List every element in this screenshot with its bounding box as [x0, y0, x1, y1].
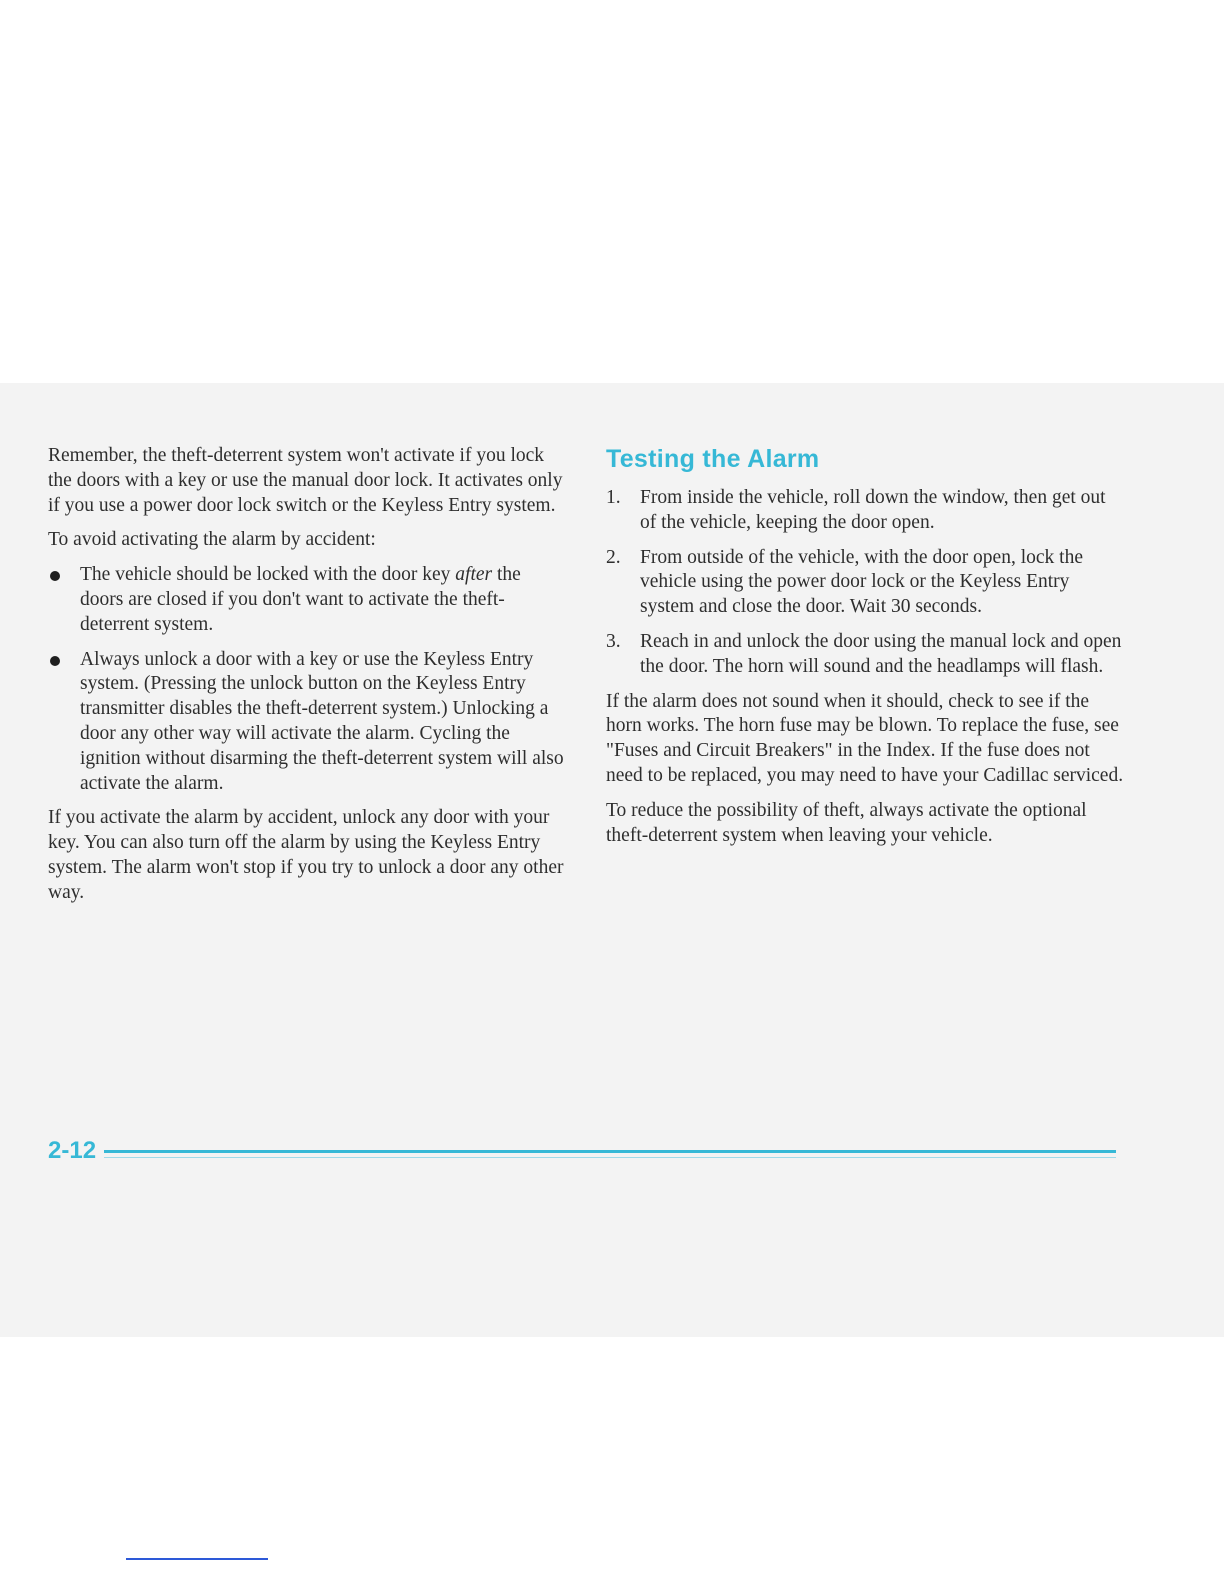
footer-rule: [104, 1150, 1116, 1153]
horn-check-paragraph: If the alarm does not sound when it should, check to see if the horn works. The horn fuse may be blown. To replace the fuse, see "Fuses and Circuit Breakers" in the Index. If the fuse does not need to be replaced, you may need to have your Cadillac serviced.: [606, 690, 1124, 786]
step-text: From inside the vehicle, roll down the window, then get out of the vehicle, keeping the door open.: [640, 487, 1106, 533]
list-item: [606, 630, 1126, 680]
list-item: [606, 546, 1126, 620]
avoid-alarm-list: [48, 563, 566, 796]
theft-reduction-paragraph: To reduce the possibility of theft, always activate the optional theft-deterrent system when leaving your vehicle.: [606, 799, 1087, 846]
step-number: 1.: [606, 487, 621, 508]
bullet-text-pre: The vehicle should be locked with the door key: [80, 564, 456, 586]
avoid-alarm-lead: To avoid activating the alarm by accident:: [48, 529, 376, 551]
page-link-underline[interactable]: [126, 1558, 268, 1560]
bullet-icon: [50, 656, 60, 666]
bullet-icon: [50, 571, 60, 581]
testing-steps-list: [606, 486, 1126, 680]
footer-rule-thin: [104, 1157, 1116, 1158]
bullet-text-post: the doors are closed if you don't want to activate the theft-deterrent system.: [80, 564, 521, 635]
bullet-emphasis: after: [455, 564, 493, 586]
list-item: [48, 563, 566, 637]
list-item: [606, 486, 1126, 536]
accidental-alarm-paragraph: If you activate the alarm by accident, unlock any door with your key. You can also turn off the alarm by using the Keyless Entry system. The alarm won't stop if you try to unlock a door any other way.: [48, 807, 564, 903]
bullet-text: Always unlock a door with a key or use the Keyless Entry system. (Pressing the unlock button on the Keyless Entry transmitter disables the theft-deterrent system.) Unlocking a door any other way will activate the alarm. Cycling the ignition without disarming the theft-deterrent system will also activate the alarm.: [80, 648, 564, 794]
left-column: [48, 444, 566, 916]
page-number: 2-12: [48, 1137, 97, 1164]
right-column: [606, 444, 1126, 858]
step-text: From outside of the vehicle, with the door open, lock the vehicle using the power door lock or the Keyless Entry system and close the door. Wait 30 seconds.: [640, 546, 1083, 618]
step-number: 2.: [606, 546, 621, 568]
intro-paragraph: Remember, the theft-deterrent system won't activate if you lock the doors with a key or use the manual door lock. It activates only if you use a power door lock switch or the Keyless Entry system.: [48, 445, 563, 516]
step-text: Reach in and unlock the door using the manual lock and open the door. The horn will sound and the headlamps will flash.: [640, 630, 1122, 677]
section-heading: Testing the Alarm: [606, 445, 820, 473]
list-item: [48, 648, 566, 797]
step-number: 3.: [606, 630, 621, 652]
